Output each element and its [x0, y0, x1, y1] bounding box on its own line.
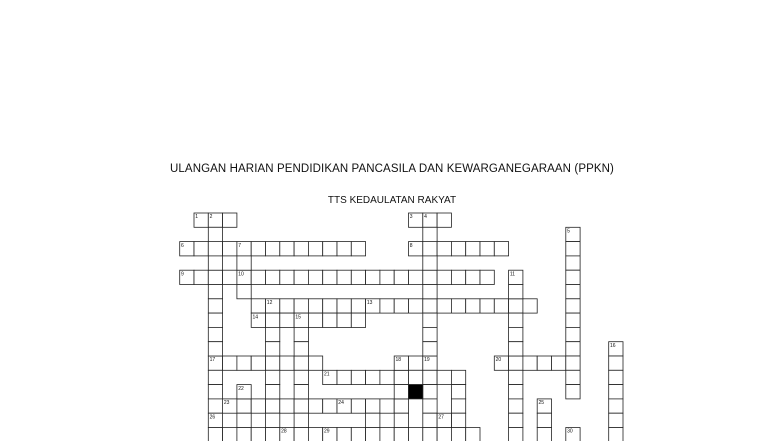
crossword-cell[interactable] [423, 370, 437, 384]
clue-number: 8 [409, 242, 413, 249]
crossword-cell[interactable] [266, 342, 280, 356]
crossword-cell[interactable] [394, 413, 408, 427]
crossword-cell[interactable] [423, 285, 437, 299]
crossword-cell[interactable] [466, 299, 480, 313]
crossword-cell[interactable] [423, 270, 437, 284]
crossword-cell[interactable] [237, 399, 251, 413]
crossword-cell[interactable] [394, 270, 408, 284]
crossword-cell[interactable] [509, 370, 523, 384]
crossword-cell[interactable] [566, 370, 580, 384]
crossword-cell[interactable] [351, 399, 365, 413]
crossword-cell[interactable] [451, 370, 465, 384]
crossword-cell[interactable] [237, 285, 251, 299]
clue-number: 15 [295, 314, 301, 321]
crossword-cell[interactable] [308, 299, 322, 313]
crossword-cell[interactable] [266, 356, 280, 370]
crossword-cell[interactable] [509, 285, 523, 299]
crossword-cell[interactable] [294, 370, 308, 384]
clue-number: 24 [338, 400, 344, 407]
crossword-cell[interactable] [423, 256, 437, 270]
clue-number: 22 [238, 385, 244, 392]
crossword-cell[interactable] [394, 299, 408, 313]
crossword-cell[interactable] [566, 385, 580, 399]
clue-number: 7 [238, 242, 241, 249]
crossword-cell[interactable] [423, 242, 437, 256]
crossword-cell[interactable] [351, 370, 365, 384]
crossword-cell[interactable] [537, 356, 551, 370]
crossword-cell[interactable] [423, 313, 437, 327]
crossword-cell[interactable] [308, 313, 322, 327]
crossword-cell[interactable] [294, 342, 308, 356]
crossword-cell[interactable] [294, 385, 308, 399]
crossword-cell[interactable] [509, 327, 523, 341]
crossword-cell[interactable] [509, 385, 523, 399]
crossword-cell[interactable] [208, 399, 222, 413]
crossword-cell[interactable] [437, 370, 451, 384]
crossword-cell[interactable] [323, 299, 337, 313]
crossword-cell[interactable] [423, 413, 437, 427]
crossword-cell[interactable] [208, 313, 222, 327]
crossword-cell[interactable] [308, 270, 322, 284]
crossword-cell[interactable] [208, 299, 222, 313]
crossword-cell[interactable] [423, 227, 437, 241]
crossword-cell[interactable] [366, 413, 380, 427]
crossword-cell[interactable] [509, 313, 523, 327]
crossword-cell[interactable] [337, 299, 351, 313]
clue-number: 18 [395, 357, 402, 364]
crossword-cell[interactable] [308, 428, 322, 441]
crossword-cell[interactable] [552, 356, 566, 370]
crossword-cell[interactable] [294, 299, 308, 313]
crossword-cell[interactable] [266, 399, 280, 413]
clue-number: 11 [509, 271, 516, 278]
clue-number: 19 [424, 357, 430, 364]
crossword-cell[interactable] [423, 299, 437, 313]
crossword-cell[interactable] [409, 370, 423, 384]
crossword-cell[interactable] [251, 428, 265, 441]
clue-number: 2 [209, 214, 213, 221]
clue-number: 5 [567, 228, 570, 235]
crossword-cell[interactable] [266, 413, 280, 427]
crossword-cell[interactable] [509, 428, 523, 441]
crossword-cell[interactable] [251, 399, 265, 413]
clue-number: 30 [567, 428, 573, 435]
crossword-cell[interactable] [509, 356, 523, 370]
crossword-cell[interactable] [537, 413, 551, 427]
crossword-cell[interactable] [451, 413, 465, 427]
crossword-cell[interactable] [294, 242, 308, 256]
crossword-cell[interactable] [566, 242, 580, 256]
crossword-cell[interactable] [566, 356, 580, 370]
crossword-cell[interactable] [280, 399, 294, 413]
clue-number: 29 [324, 428, 330, 435]
crossword-cell[interactable] [609, 356, 623, 370]
crossword-cell[interactable] [266, 327, 280, 341]
crossword-cell[interactable] [208, 285, 222, 299]
clue-number: 3 [409, 214, 413, 221]
crossword-cell[interactable] [294, 270, 308, 284]
crossword-cell[interactable] [566, 342, 580, 356]
crossword-cell[interactable] [351, 270, 365, 284]
crossword-cell[interactable] [437, 428, 451, 441]
crossword-cell[interactable] [366, 399, 380, 413]
crossword-cell[interactable] [451, 428, 465, 441]
crossword-cell[interactable] [466, 270, 480, 284]
clue-number: 20 [495, 357, 502, 364]
crossword-cell[interactable] [609, 370, 623, 384]
crossword-cell[interactable] [208, 327, 222, 341]
crossword-cell[interactable] [409, 428, 423, 441]
crossword-cell[interactable] [437, 299, 451, 313]
crossword-cell[interactable] [294, 327, 308, 341]
crossword-cell[interactable] [566, 270, 580, 284]
crossword-cell[interactable] [323, 242, 337, 256]
crossword-cell[interactable] [208, 256, 222, 270]
clue-number: 27 [438, 414, 444, 421]
clue-number: 26 [209, 414, 216, 421]
crossword-cell[interactable] [208, 370, 222, 384]
puzzle-subtitle: TTS KEDAULATAN RAKYAT [327, 195, 457, 206]
crossword-cell[interactable] [380, 399, 394, 413]
crossword-cell[interactable] [351, 428, 365, 441]
crossword-cell[interactable] [566, 299, 580, 313]
crossword-cell[interactable] [423, 385, 437, 399]
crossword-cell[interactable] [266, 313, 280, 327]
crossword-cell[interactable] [337, 270, 351, 284]
crossword-cell[interactable] [337, 313, 351, 327]
crossword-cell[interactable] [266, 428, 280, 441]
crossword-cell[interactable] [566, 256, 580, 270]
crossword-cell[interactable] [609, 385, 623, 399]
clue-number: 17 [209, 357, 216, 364]
crossword-cell[interactable] [237, 256, 251, 270]
crossword-cell[interactable] [308, 242, 322, 256]
crossword-cell[interactable] [323, 399, 337, 413]
crossword-cell[interactable] [208, 342, 222, 356]
crossword-cell[interactable] [409, 299, 423, 313]
crossword-cell[interactable] [566, 327, 580, 341]
crossword-cell[interactable] [609, 428, 623, 441]
clue-number: 21 [324, 371, 330, 378]
crossword-cell[interactable] [523, 299, 537, 313]
crossword-cell[interactable] [466, 428, 480, 441]
clue-number: 10 [238, 271, 244, 278]
crossword-cell[interactable] [480, 270, 494, 284]
crossword-cell[interactable] [223, 356, 237, 370]
crossword-cell[interactable] [208, 270, 222, 284]
crossword-cell[interactable] [280, 313, 294, 327]
clue-number: 9 [181, 271, 184, 278]
crossword-cell[interactable] [208, 242, 222, 256]
crossword-cell[interactable] [308, 356, 322, 370]
crossword-cell[interactable] [437, 213, 451, 227]
crossword-cell[interactable] [380, 428, 394, 441]
crossword-cell[interactable] [223, 213, 237, 227]
clue-number: 1 [195, 214, 199, 221]
crossword-cell[interactable] [380, 270, 394, 284]
clue-number: 12 [266, 300, 273, 306]
crossword-cell[interactable] [266, 242, 280, 256]
page-title: ULANGAN HARIAN PENDIDIKAN PANCASILA DAN KEWARGANEGARAAN (PPKN) [170, 163, 614, 175]
crossword-cell[interactable] [380, 299, 394, 313]
crossword-cell[interactable] [351, 313, 365, 327]
crossword-cell[interactable] [451, 385, 465, 399]
crossword-cell[interactable] [323, 270, 337, 284]
crossword-cell[interactable] [480, 299, 494, 313]
crossword-cell[interactable] [266, 385, 280, 399]
crossword-cell[interactable] [494, 242, 508, 256]
crossword-cell[interactable] [337, 242, 351, 256]
crossword-cell[interactable] [351, 299, 365, 313]
crossword-cell[interactable] [251, 356, 265, 370]
crossword-cell[interactable] [509, 342, 523, 356]
crossword-cell[interactable] [208, 428, 222, 441]
crossword-cell[interactable] [237, 356, 251, 370]
crossword-cell[interactable] [423, 327, 437, 341]
clue-number: 16 [610, 342, 616, 349]
clue-number: 13 [366, 300, 373, 306]
crossword-cell[interactable] [208, 385, 222, 399]
crossword-block [409, 385, 423, 399]
crossword-cell[interactable] [451, 270, 465, 284]
crossword-cell[interactable] [294, 428, 308, 441]
crossword-cell[interactable] [451, 242, 465, 256]
crossword-cell[interactable] [509, 413, 523, 427]
crossword-cell[interactable] [423, 399, 437, 413]
crossword-cell[interactable] [451, 399, 465, 413]
crossword-cell[interactable] [437, 270, 451, 284]
crossword-cell[interactable] [337, 428, 351, 441]
crossword-cell[interactable] [323, 313, 337, 327]
clue-number: 28 [281, 428, 287, 435]
crossword-cell[interactable] [208, 227, 222, 241]
crossword-cell[interactable] [609, 413, 623, 427]
crossword-cell[interactable] [366, 428, 380, 441]
crossword-cell[interactable] [394, 428, 408, 441]
crossword-cell[interactable] [308, 399, 322, 413]
crossword-cell[interactable] [566, 313, 580, 327]
crossword-cell[interactable] [380, 370, 394, 384]
crossword-cell[interactable] [223, 270, 237, 284]
crossword-cell[interactable] [366, 270, 380, 284]
crossword-cell[interactable] [266, 370, 280, 384]
crossword-cell[interactable] [366, 370, 380, 384]
crossword-cell[interactable] [423, 342, 437, 356]
crossword-cell[interactable] [394, 370, 408, 384]
crossword-cell[interactable] [337, 370, 351, 384]
crossword-cell[interactable] [194, 242, 208, 256]
crossword-cell[interactable] [480, 242, 494, 256]
crossword-cell[interactable] [294, 356, 308, 370]
clue-number: 14 [252, 314, 259, 321]
crossword-cell[interactable] [294, 399, 308, 413]
crossword-cell[interactable] [223, 428, 237, 441]
crossword-cell[interactable] [237, 413, 251, 427]
crossword-cell[interactable] [237, 428, 251, 441]
crossword-cell[interactable] [609, 399, 623, 413]
crossword-cell[interactable] [523, 356, 537, 370]
crossword-cell[interactable] [566, 285, 580, 299]
clue-number: 23 [223, 400, 230, 407]
crossword-cell[interactable] [409, 356, 423, 370]
crossword-cell[interactable] [437, 242, 451, 256]
crossword-cell[interactable] [251, 270, 265, 284]
crossword-cell[interactable] [280, 242, 294, 256]
crossword-cell[interactable] [194, 270, 208, 284]
crossword-cell[interactable] [466, 242, 480, 256]
crossword-cell[interactable] [251, 299, 265, 313]
crossword-cell[interactable] [294, 413, 308, 427]
crossword-cell[interactable] [451, 299, 465, 313]
crossword-cell[interactable] [423, 428, 437, 441]
crossword-cell[interactable] [409, 270, 423, 284]
crossword-cell[interactable] [394, 385, 408, 399]
crossword-cell[interactable] [280, 270, 294, 284]
clue-number: 4 [424, 214, 427, 221]
clue-number: 6 [181, 242, 184, 249]
clue-number: 25 [538, 400, 545, 407]
crossword-cell[interactable] [266, 270, 280, 284]
crossword-cell[interactable] [509, 299, 523, 313]
crossword-cell[interactable] [251, 242, 265, 256]
crossword-cell[interactable] [351, 242, 365, 256]
crossword-cell[interactable] [394, 399, 408, 413]
crossword-cell[interactable] [509, 399, 523, 413]
crossword-cell[interactable] [280, 299, 294, 313]
crossword-cell[interactable] [537, 428, 551, 441]
crossword-cell[interactable] [494, 299, 508, 313]
crossword-cell[interactable] [223, 242, 237, 256]
crossword-cell[interactable] [280, 356, 294, 370]
